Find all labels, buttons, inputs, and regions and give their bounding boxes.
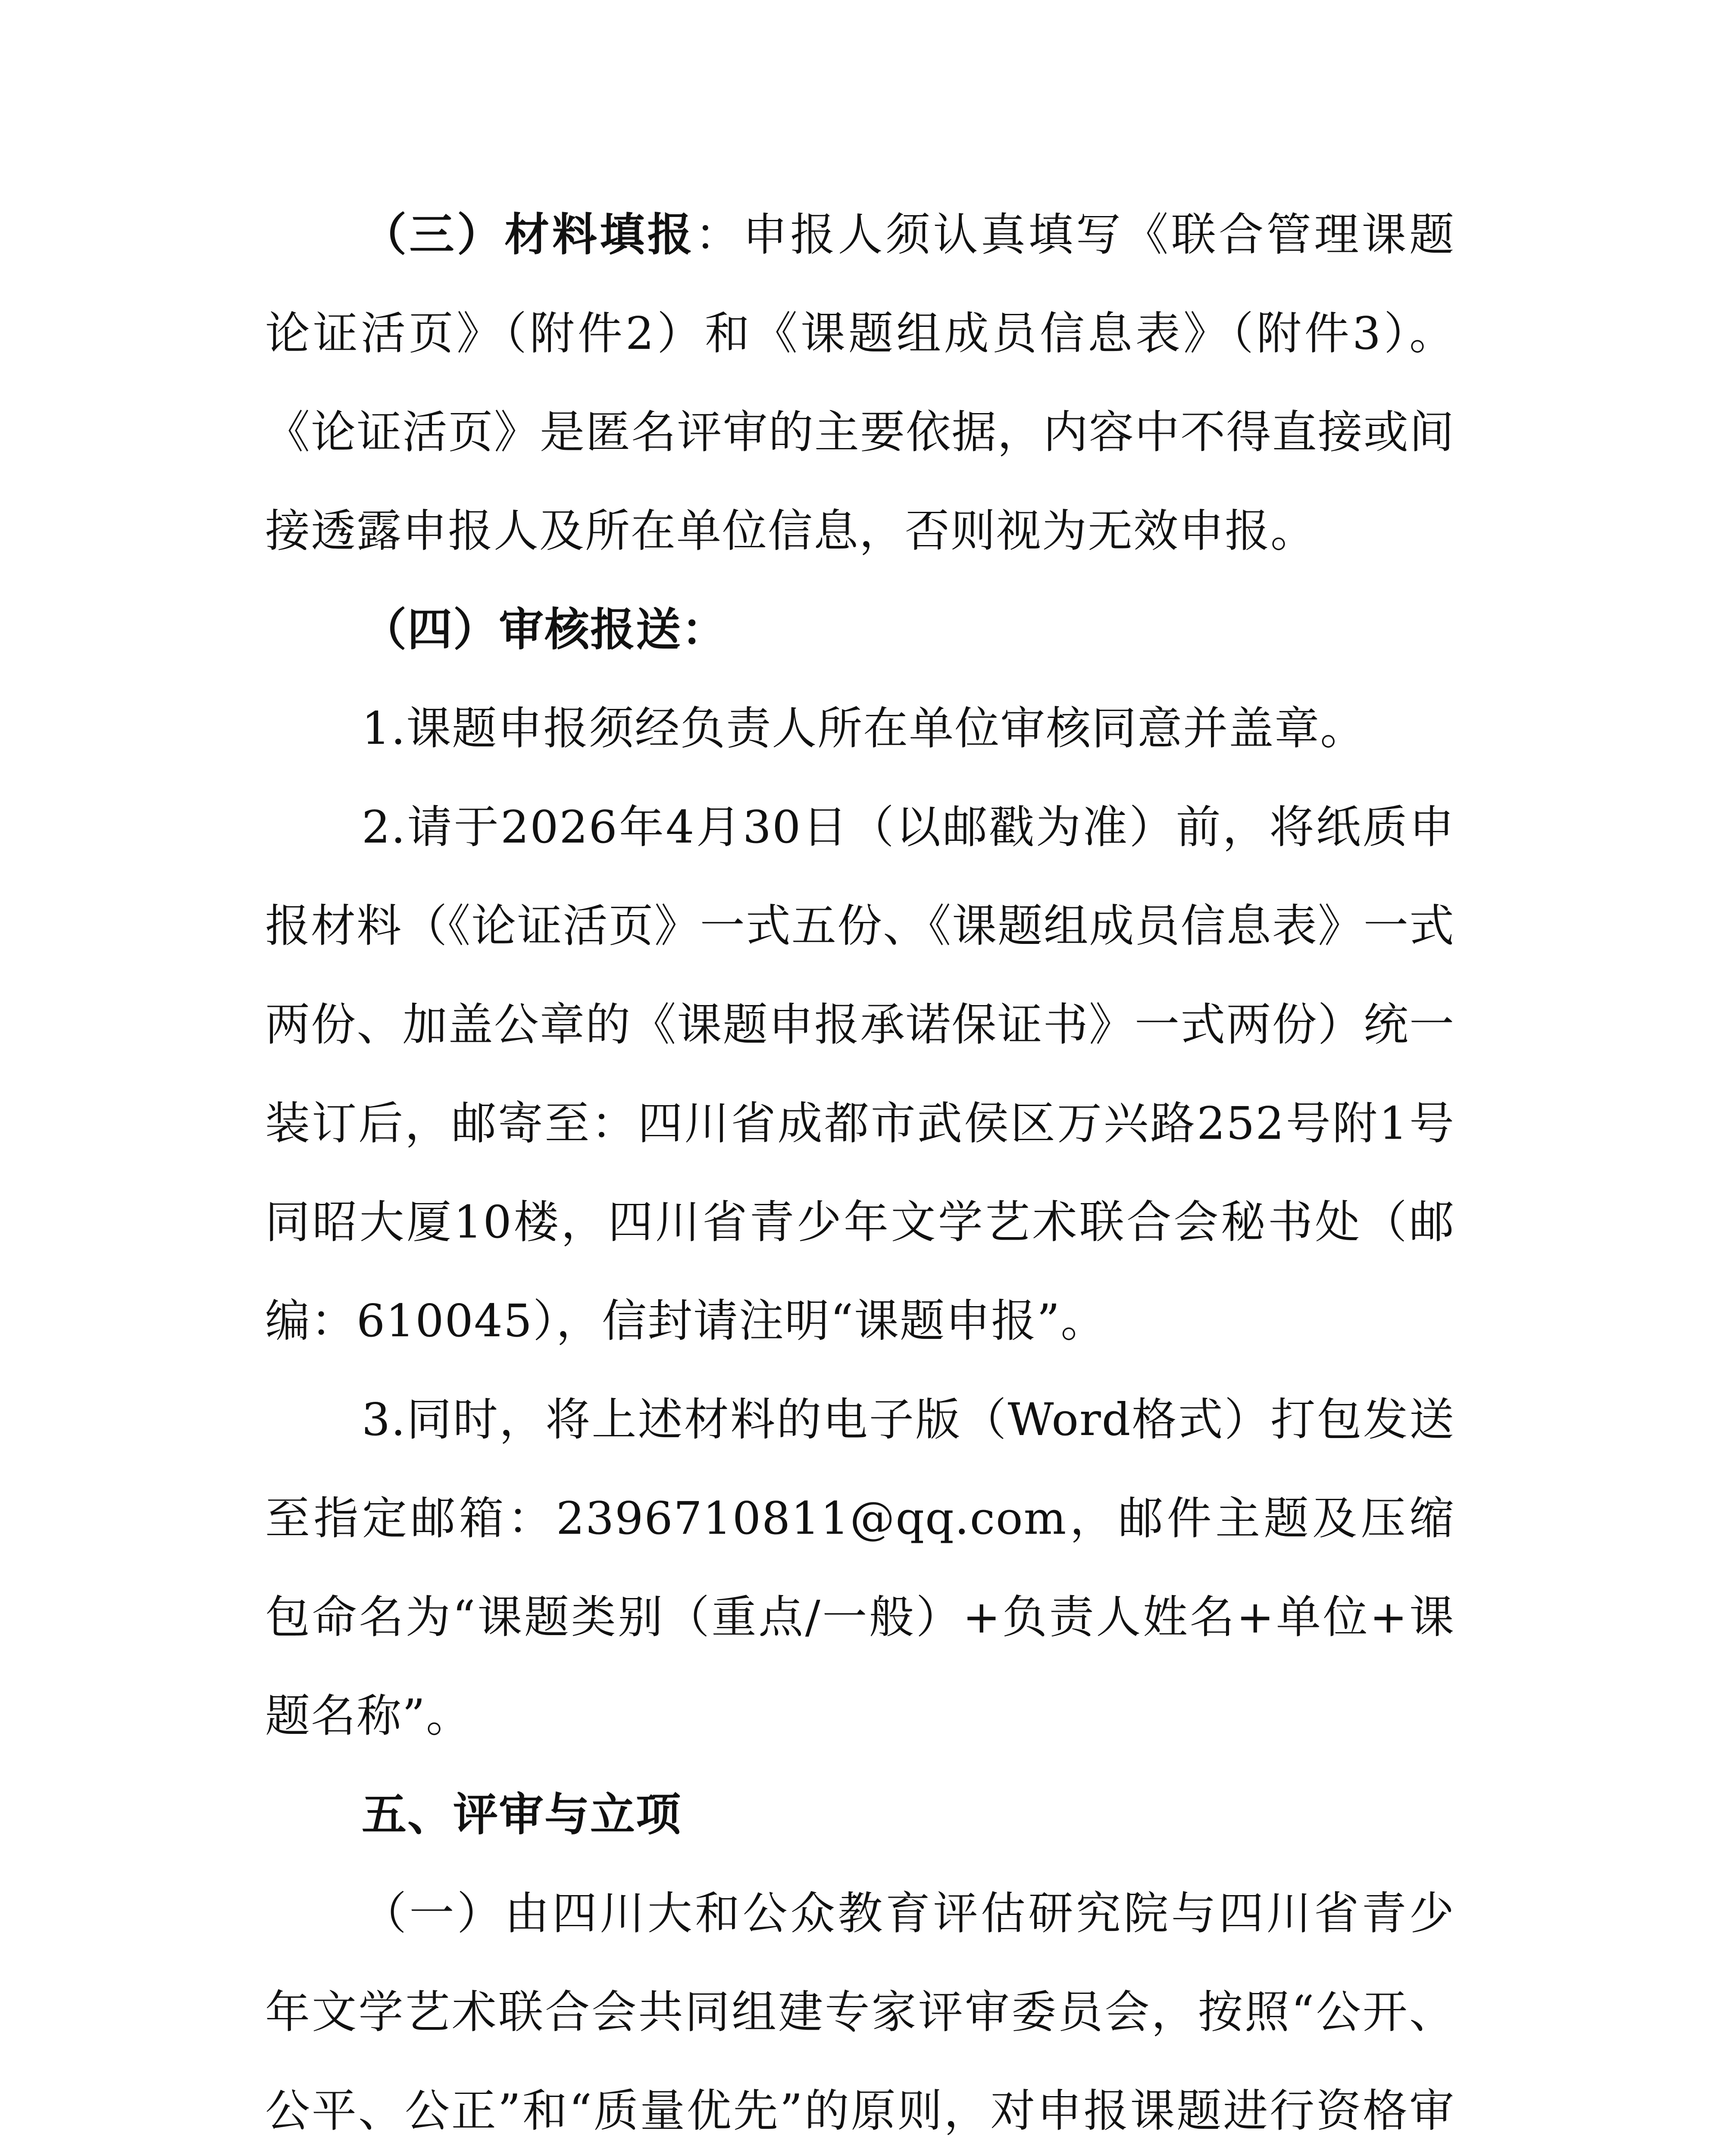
paragraph-section-5-1 (265, 1864, 1455, 2156)
paragraph-section-5-heading (265, 1765, 1455, 1864)
section-heading: 五、评审与立项 (362, 1788, 682, 1841)
list-item (265, 1370, 1455, 1765)
list-item (265, 679, 1455, 778)
paragraph-text: 2.请于2026年4月30日（以邮戳为准）前，将纸质申报材料（《论证活页》一式五份、《课题组成员信息表》一式两份、加盖公章的《课题申报承诺保证书》一式两份）统一装订后，邮寄至：四川省成都市武侯区万兴路252号附1号同昭大厦10楼，四川省青少年文学艺术联合会秘书处（邮编：610045），信封请注明“课题申报”。 (265, 801, 1455, 1347)
paragraph-text: ：申报人须认真填写《联合管理课题论证活页》（附件2）和《课题组成员信息表》（附件3）。《论证活页》是匿名评审的主要依据，内容中不得直接或间接透露申报人及所在单位信息，否则视为无效申报。 (265, 208, 1455, 557)
paragraph-lead: （三）材料填报 (362, 208, 695, 261)
paragraph-text: （一）由四川大和公众教育评估研究院与四川省青少年文学艺术联合会共同组建专家评审委员会，按照“公开、公平、公正”和“质量优先”的原则，对申报课题进行资格审 (265, 1887, 1455, 2137)
paragraph-materials (265, 185, 1455, 580)
section-heading: （四）审核报送： (362, 603, 728, 656)
paragraph-text: 3.同时，将上述材料的电子版（Word格式）打包发送至指定邮箱：2396710811@qq.com，邮件主题及压缩包命名为“课题类别（重点/一般）+负责人姓名+单位+课题名称”。 (265, 1393, 1455, 1742)
paragraph-review-heading (265, 580, 1455, 679)
list-item (265, 778, 1455, 1370)
document-body (265, 185, 1455, 2156)
paragraph-text: 1.课题申报须经负责人所在单位审核同意并盖章。 (362, 702, 1366, 755)
